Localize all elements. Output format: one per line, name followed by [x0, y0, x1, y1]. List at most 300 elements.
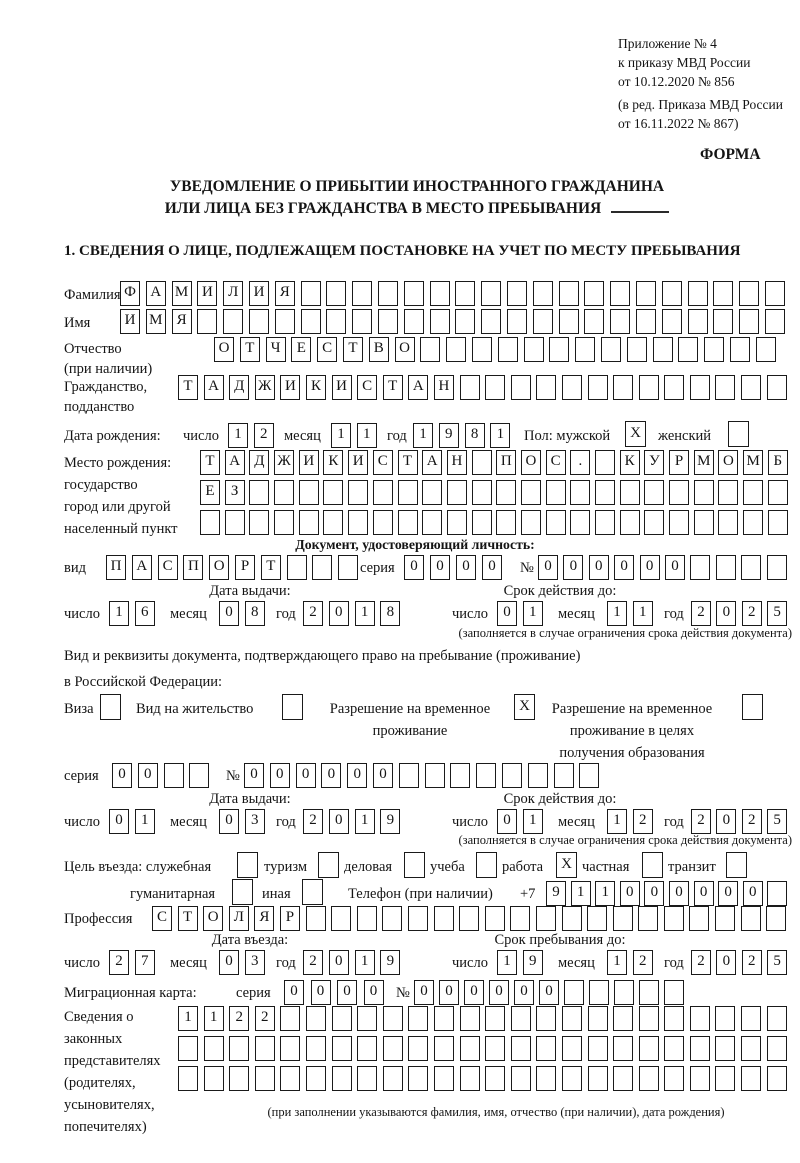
- doc-type-cells-cell-7[interactable]: [287, 555, 307, 580]
- permit-expiry-day-cells-cell-1[interactable]: 1: [523, 809, 543, 834]
- profession-cells-cell-9[interactable]: [382, 906, 402, 931]
- permit-number-cells-cell-2[interactable]: 0: [296, 763, 316, 788]
- birthplace-cells-row2[interactable]: [200, 480, 793, 506]
- migcard-number-cells-cell-3[interactable]: 0: [489, 980, 509, 1005]
- surname-cells-cell-0[interactable]: Ф: [120, 281, 140, 306]
- profession-cells-cell-10[interactable]: [408, 906, 428, 931]
- birthplace-cells-row2-cell-8[interactable]: [398, 480, 418, 505]
- birthplace-cells-row1-cell-20[interactable]: М: [694, 450, 714, 475]
- permit-issue-day-cells-cell-1[interactable]: 1: [135, 809, 155, 834]
- legal-reps-cells-row3-cell-2[interactable]: [229, 1066, 249, 1091]
- birthplace-cells-row3-cell-5[interactable]: [323, 510, 343, 535]
- legal-reps-cells-row2-cell-21[interactable]: [715, 1036, 735, 1061]
- doc-issue-day-cells-cell-1[interactable]: 6: [135, 601, 155, 626]
- legal-reps-cells-row1-cell-9[interactable]: [408, 1006, 428, 1031]
- birthplace-cells-row1-cell-8[interactable]: Т: [398, 450, 418, 475]
- migcard-series-cells-cell-0[interactable]: 0: [284, 980, 304, 1005]
- doc-issue-day-cells-cell-0[interactable]: 1: [109, 601, 129, 626]
- doc-expiry-year-cells-cell-2[interactable]: 2: [742, 601, 762, 626]
- legal-reps-cells-row3-cell-17[interactable]: [613, 1066, 633, 1091]
- profession-cells[interactable]: [152, 906, 792, 932]
- citizenship-cells-cell-1[interactable]: А: [204, 375, 224, 400]
- doc-number-cells-cell-8[interactable]: [741, 555, 761, 580]
- legal-reps-cells-row3-cell-13[interactable]: [511, 1066, 531, 1091]
- permit-issue-year-cells-cell-0[interactable]: 2: [303, 809, 323, 834]
- legal-reps-cells-row3-cell-5[interactable]: [306, 1066, 326, 1091]
- doc-expiry-year-cells-cell-0[interactable]: 2: [691, 601, 711, 626]
- firstname-cells-cell-23[interactable]: [713, 309, 733, 334]
- firstname-cells-cell-6[interactable]: [275, 309, 295, 334]
- surname-cells-cell-11[interactable]: [404, 281, 424, 306]
- phone-cells[interactable]: [546, 881, 792, 907]
- purpose-business-checkbox[interactable]: [404, 852, 425, 878]
- doc-type-cells-cell-3[interactable]: П: [183, 555, 203, 580]
- doc-type-cells-cell-9[interactable]: [338, 555, 358, 580]
- permit-issue-year-cells-cell-1[interactable]: 0: [329, 809, 349, 834]
- permit-expiry-day-cells-cell-0[interactable]: 0: [497, 809, 517, 834]
- permit-number-cells-cell-9[interactable]: [476, 763, 496, 788]
- birthplace-cells-row3-cell-13[interactable]: [521, 510, 541, 535]
- birthdate-year-cells-cell-3[interactable]: 1: [490, 423, 510, 448]
- purpose-private-checkbox[interactable]: [642, 852, 663, 878]
- firstname-cells-cell-18[interactable]: [584, 309, 604, 334]
- firstname-cells-cell-20[interactable]: [636, 309, 656, 334]
- birthdate-year-cells[interactable]: [413, 423, 516, 449]
- legal-reps-cells-row3-cell-6[interactable]: [332, 1066, 352, 1091]
- birthplace-cells-row3-cell-9[interactable]: [422, 510, 442, 535]
- doc-expiry-day-cells-cell-0[interactable]: 0: [497, 601, 517, 626]
- firstname-cells-cell-19[interactable]: [610, 309, 630, 334]
- birthplace-cells-row2-cell-3[interactable]: [274, 480, 294, 505]
- legal-reps-cells-row2-cell-0[interactable]: [178, 1036, 198, 1061]
- firstname-cells-cell-1[interactable]: М: [146, 309, 166, 334]
- permit-number-cells-cell-4[interactable]: 0: [347, 763, 367, 788]
- legal-reps-cells-row1-cell-14[interactable]: [536, 1006, 556, 1031]
- firstname-cells-cell-17[interactable]: [559, 309, 579, 334]
- sex-female-checkbox[interactable]: [728, 421, 749, 447]
- legal-reps-cells-row3-cell-14[interactable]: [536, 1066, 556, 1091]
- legal-reps-cells-row2-cell-14[interactable]: [536, 1036, 556, 1061]
- citizenship-cells-cell-17[interactable]: [613, 375, 633, 400]
- doc-expiry-day-cells[interactable]: [497, 601, 549, 627]
- citizenship-cells-cell-11[interactable]: [460, 375, 480, 400]
- birthdate-month-cells[interactable]: [331, 423, 383, 449]
- surname-cells-cell-1[interactable]: А: [146, 281, 166, 306]
- birthplace-cells-row3-cell-6[interactable]: [348, 510, 368, 535]
- entry-month-cells-cell-1[interactable]: 3: [245, 950, 265, 975]
- patronymic-cells-cell-12[interactable]: [524, 337, 544, 362]
- citizenship-cells-cell-7[interactable]: С: [357, 375, 377, 400]
- permit-number-cells-cell-10[interactable]: [502, 763, 522, 788]
- permit-series-cells[interactable]: [112, 763, 215, 789]
- permit-issue-month-cells-cell-0[interactable]: 0: [219, 809, 239, 834]
- legal-reps-cells-row1-cell-18[interactable]: [639, 1006, 659, 1031]
- citizenship-cells[interactable]: [178, 375, 792, 401]
- birthplace-cells-row2-cell-0[interactable]: Е: [200, 480, 220, 505]
- purpose-study-checkbox[interactable]: [476, 852, 497, 878]
- doc-issue-month-cells[interactable]: [219, 601, 271, 627]
- birthplace-cells-row3-cell-7[interactable]: [373, 510, 393, 535]
- permit-number-cells-cell-1[interactable]: 0: [270, 763, 290, 788]
- doc-series-cells-cell-0[interactable]: 0: [404, 555, 424, 580]
- legal-reps-cells-row1-cell-6[interactable]: [332, 1006, 352, 1031]
- legal-reps-cells-row2-cell-5[interactable]: [306, 1036, 326, 1061]
- citizenship-cells-cell-15[interactable]: [562, 375, 582, 400]
- permit-issue-year-cells-cell-2[interactable]: 1: [355, 809, 375, 834]
- profession-cells-cell-24[interactable]: [766, 906, 786, 931]
- permit-expiry-year-cells-cell-2[interactable]: 2: [742, 809, 762, 834]
- profession-cells-cell-19[interactable]: [638, 906, 658, 931]
- profession-cells-cell-13[interactable]: [485, 906, 505, 931]
- patronymic-cells-cell-3[interactable]: Е: [291, 337, 311, 362]
- patronymic-cells-cell-17[interactable]: [653, 337, 673, 362]
- permit-number-cells-cell-5[interactable]: 0: [373, 763, 393, 788]
- surname-cells-cell-10[interactable]: [378, 281, 398, 306]
- surname-cells-cell-20[interactable]: [636, 281, 656, 306]
- birthplace-cells-row1-cell-6[interactable]: И: [348, 450, 368, 475]
- patronymic-cells-cell-7[interactable]: О: [395, 337, 415, 362]
- doc-type-cells-cell-4[interactable]: О: [209, 555, 229, 580]
- legal-reps-cells-row2-cell-8[interactable]: [383, 1036, 403, 1061]
- birthplace-cells-row3-cell-23[interactable]: [768, 510, 788, 535]
- legal-reps-cells-row1-cell-2[interactable]: 2: [229, 1006, 249, 1031]
- firstname-cells-cell-9[interactable]: [352, 309, 372, 334]
- profession-cells-cell-1[interactable]: Т: [178, 906, 198, 931]
- birthplace-cells-row2-cell-4[interactable]: [299, 480, 319, 505]
- birthplace-cells-row1-cell-4[interactable]: И: [299, 450, 319, 475]
- legal-reps-cells-row2-cell-6[interactable]: [332, 1036, 352, 1061]
- citizenship-cells-cell-2[interactable]: Д: [229, 375, 249, 400]
- entry-year-cells[interactable]: [303, 950, 406, 976]
- legal-reps-cells-row2-cell-13[interactable]: [511, 1036, 531, 1061]
- patronymic-cells-cell-21[interactable]: [756, 337, 776, 362]
- legal-reps-cells-row2-cell-1[interactable]: [204, 1036, 224, 1061]
- legal-reps-cells-row1-cell-5[interactable]: [306, 1006, 326, 1031]
- doc-expiry-year-cells-cell-3[interactable]: 5: [767, 601, 787, 626]
- legal-reps-cells-row1-cell-4[interactable]: [280, 1006, 300, 1031]
- migcard-number-cells-cell-1[interactable]: 0: [439, 980, 459, 1005]
- migcard-number-cells-cell-6[interactable]: [564, 980, 584, 1005]
- legal-reps-cells-row1-cell-10[interactable]: [434, 1006, 454, 1031]
- doc-series-cells[interactable]: [404, 555, 508, 581]
- birthplace-cells-row1-cell-23[interactable]: Б: [768, 450, 788, 475]
- surname-cells-cell-3[interactable]: И: [197, 281, 217, 306]
- legal-reps-cells-row1-cell-23[interactable]: [767, 1006, 787, 1031]
- birthplace-cells-row3-cell-1[interactable]: [225, 510, 245, 535]
- birthdate-year-cells-cell-0[interactable]: 1: [413, 423, 433, 448]
- patronymic-cells-cell-2[interactable]: Ч: [266, 337, 286, 362]
- legal-reps-cells-row3-cell-4[interactable]: [280, 1066, 300, 1091]
- entry-month-cells[interactable]: [219, 950, 271, 976]
- surname-cells-cell-13[interactable]: [455, 281, 475, 306]
- permit-expiry-month-cells-cell-0[interactable]: 1: [607, 809, 627, 834]
- citizenship-cells-cell-9[interactable]: А: [408, 375, 428, 400]
- stay-day-cells-cell-0[interactable]: 1: [497, 950, 517, 975]
- birthplace-cells-row1-cell-9[interactable]: А: [422, 450, 442, 475]
- citizenship-cells-cell-21[interactable]: [715, 375, 735, 400]
- profession-cells-cell-12[interactable]: [459, 906, 479, 931]
- citizenship-cells-cell-23[interactable]: [767, 375, 787, 400]
- birthdate-month-cells-cell-0[interactable]: 1: [331, 423, 351, 448]
- firstname-cells[interactable]: [120, 309, 791, 335]
- profession-cells-cell-17[interactable]: [587, 906, 607, 931]
- patronymic-cells-cell-19[interactable]: [704, 337, 724, 362]
- citizenship-cells-cell-5[interactable]: К: [306, 375, 326, 400]
- phone-cells-cell-5[interactable]: 0: [669, 881, 689, 906]
- legal-reps-cells-row3-cell-16[interactable]: [588, 1066, 608, 1091]
- patronymic-cells-cell-1[interactable]: Т: [240, 337, 260, 362]
- temp-residence-checkbox[interactable]: X: [514, 694, 535, 720]
- legal-reps-cells-row2-cell-19[interactable]: [664, 1036, 684, 1061]
- legal-reps-cells-row1-cell-20[interactable]: [690, 1006, 710, 1031]
- migcard-series-cells-cell-1[interactable]: 0: [311, 980, 331, 1005]
- surname-cells-cell-4[interactable]: Л: [223, 281, 243, 306]
- legal-reps-cells-row1[interactable]: [178, 1006, 792, 1032]
- doc-type-cells-cell-6[interactable]: Т: [261, 555, 281, 580]
- legal-reps-cells-row2-cell-3[interactable]: [255, 1036, 275, 1061]
- surname-cells-cell-22[interactable]: [688, 281, 708, 306]
- citizenship-cells-cell-4[interactable]: И: [280, 375, 300, 400]
- phone-cells-cell-8[interactable]: 0: [743, 881, 763, 906]
- legal-reps-cells-row3-cell-10[interactable]: [434, 1066, 454, 1091]
- firstname-cells-cell-15[interactable]: [507, 309, 527, 334]
- birthplace-cells-row1-cell-21[interactable]: О: [718, 450, 738, 475]
- doc-number-cells[interactable]: [538, 555, 792, 581]
- profession-cells-cell-5[interactable]: Р: [280, 906, 300, 931]
- profession-cells-cell-21[interactable]: [689, 906, 709, 931]
- birthplace-cells-row3-cell-3[interactable]: [274, 510, 294, 535]
- legal-reps-cells-row3-cell-22[interactable]: [741, 1066, 761, 1091]
- permit-issue-year-cells-cell-3[interactable]: 9: [380, 809, 400, 834]
- legal-reps-cells-row3-cell-12[interactable]: [485, 1066, 505, 1091]
- patronymic-cells-cell-20[interactable]: [730, 337, 750, 362]
- birthplace-cells-row2-cell-6[interactable]: [348, 480, 368, 505]
- doc-number-cells-cell-4[interactable]: 0: [640, 555, 660, 580]
- birthplace-cells-row3-cell-21[interactable]: [718, 510, 738, 535]
- profession-cells-cell-7[interactable]: [331, 906, 351, 931]
- firstname-cells-cell-8[interactable]: [326, 309, 346, 334]
- birthplace-cells-row3-cell-10[interactable]: [447, 510, 467, 535]
- permit-number-cells-cell-3[interactable]: 0: [321, 763, 341, 788]
- legal-reps-cells-row1-cell-11[interactable]: [460, 1006, 480, 1031]
- legal-reps-cells-row3-cell-3[interactable]: [255, 1066, 275, 1091]
- patronymic-cells-cell-14[interactable]: [575, 337, 595, 362]
- stay-month-cells[interactable]: [607, 950, 659, 976]
- patronymic-cells-cell-16[interactable]: [627, 337, 647, 362]
- doc-type-cells-cell-8[interactable]: [312, 555, 332, 580]
- birthplace-cells-row2-cell-21[interactable]: [718, 480, 738, 505]
- visa-checkbox[interactable]: [100, 694, 121, 720]
- birthplace-cells-row1-cell-11[interactable]: [472, 450, 492, 475]
- legal-reps-cells-row1-cell-17[interactable]: [613, 1006, 633, 1031]
- citizenship-cells-cell-18[interactable]: [639, 375, 659, 400]
- surname-cells-cell-2[interactable]: М: [172, 281, 192, 306]
- legal-reps-cells-row3-cell-20[interactable]: [690, 1066, 710, 1091]
- permit-series-cells-cell-2[interactable]: [164, 763, 184, 788]
- surname-cells[interactable]: [120, 281, 791, 307]
- legal-reps-cells-row1-cell-3[interactable]: 2: [255, 1006, 275, 1031]
- doc-series-cells-cell-1[interactable]: 0: [430, 555, 450, 580]
- doc-expiry-month-cells-cell-1[interactable]: 1: [633, 601, 653, 626]
- birthplace-cells-row3-cell-4[interactable]: [299, 510, 319, 535]
- citizenship-cells-cell-14[interactable]: [536, 375, 556, 400]
- birthplace-cells-row1-cell-18[interactable]: У: [644, 450, 664, 475]
- permit-issue-month-cells[interactable]: [219, 809, 271, 835]
- legal-reps-cells-row3-cell-19[interactable]: [664, 1066, 684, 1091]
- phone-cells-cell-0[interactable]: 9: [546, 881, 566, 906]
- permit-number-cells-cell-6[interactable]: [399, 763, 419, 788]
- residence-permit-checkbox[interactable]: [282, 694, 303, 720]
- doc-type-cells-cell-0[interactable]: П: [106, 555, 126, 580]
- firstname-cells-cell-10[interactable]: [378, 309, 398, 334]
- birthplace-cells-row3-cell-15[interactable]: [570, 510, 590, 535]
- legal-reps-cells-row1-cell-21[interactable]: [715, 1006, 735, 1031]
- doc-type-cells-cell-5[interactable]: Р: [235, 555, 255, 580]
- citizenship-cells-cell-10[interactable]: Н: [434, 375, 454, 400]
- birthplace-cells-row3-cell-12[interactable]: [496, 510, 516, 535]
- permit-expiry-year-cells-cell-1[interactable]: 0: [716, 809, 736, 834]
- profession-cells-cell-20[interactable]: [664, 906, 684, 931]
- entry-year-cells-cell-0[interactable]: 2: [303, 950, 323, 975]
- patronymic-cells-cell-0[interactable]: О: [214, 337, 234, 362]
- surname-cells-cell-9[interactable]: [352, 281, 372, 306]
- doc-expiry-year-cells[interactable]: [691, 601, 793, 627]
- entry-year-cells-cell-1[interactable]: 0: [329, 950, 349, 975]
- birthplace-cells-row2-cell-17[interactable]: [620, 480, 640, 505]
- migcard-series-cells[interactable]: [284, 980, 390, 1006]
- birthplace-cells-row3-cell-11[interactable]: [472, 510, 492, 535]
- permit-number-cells[interactable]: [244, 763, 605, 789]
- profession-cells-cell-23[interactable]: [741, 906, 761, 931]
- firstname-cells-cell-14[interactable]: [481, 309, 501, 334]
- legal-reps-cells-row2-cell-22[interactable]: [741, 1036, 761, 1061]
- citizenship-cells-cell-0[interactable]: Т: [178, 375, 198, 400]
- legal-reps-cells-row3-cell-0[interactable]: [178, 1066, 198, 1091]
- birthdate-day-cells-cell-0[interactable]: 1: [228, 423, 248, 448]
- birthplace-cells-row2-cell-14[interactable]: [546, 480, 566, 505]
- stay-year-cells-cell-3[interactable]: 5: [767, 950, 787, 975]
- permit-issue-month-cells-cell-1[interactable]: 3: [245, 809, 265, 834]
- doc-issue-month-cells-cell-0[interactable]: 0: [219, 601, 239, 626]
- firstname-cells-cell-7[interactable]: [301, 309, 321, 334]
- permit-number-cells-cell-12[interactable]: [554, 763, 574, 788]
- firstname-cells-cell-5[interactable]: [249, 309, 269, 334]
- birthplace-cells-row3[interactable]: [200, 510, 793, 536]
- firstname-cells-cell-3[interactable]: [197, 309, 217, 334]
- birthplace-cells-row3-cell-0[interactable]: [200, 510, 220, 535]
- surname-cells-cell-8[interactable]: [326, 281, 346, 306]
- migcard-number-cells-cell-10[interactable]: [664, 980, 684, 1005]
- legal-reps-cells-row2-cell-16[interactable]: [588, 1036, 608, 1061]
- purpose-official-checkbox[interactable]: [237, 852, 258, 878]
- doc-issue-month-cells-cell-1[interactable]: 8: [245, 601, 265, 626]
- stay-year-cells-cell-1[interactable]: 0: [716, 950, 736, 975]
- surname-cells-cell-14[interactable]: [481, 281, 501, 306]
- birthplace-cells-row2-cell-2[interactable]: [249, 480, 269, 505]
- legal-reps-cells-row1-cell-7[interactable]: [357, 1006, 377, 1031]
- firstname-cells-cell-2[interactable]: Я: [172, 309, 192, 334]
- citizenship-cells-cell-12[interactable]: [485, 375, 505, 400]
- patronymic-cells-cell-8[interactable]: [420, 337, 440, 362]
- birthdate-day-cells[interactable]: [228, 423, 280, 449]
- profession-cells-cell-18[interactable]: [613, 906, 633, 931]
- birthplace-cells-row1-cell-2[interactable]: Д: [249, 450, 269, 475]
- legal-reps-cells-row2-cell-12[interactable]: [485, 1036, 505, 1061]
- firstname-cells-cell-13[interactable]: [455, 309, 475, 334]
- permit-number-cells-cell-7[interactable]: [425, 763, 445, 788]
- birthplace-cells-row2-cell-15[interactable]: [570, 480, 590, 505]
- firstname-cells-cell-24[interactable]: [739, 309, 759, 334]
- doc-issue-year-cells[interactable]: [303, 601, 406, 627]
- profession-cells-cell-11[interactable]: [434, 906, 454, 931]
- legal-reps-cells-row3-cell-11[interactable]: [460, 1066, 480, 1091]
- birthplace-cells-row3-cell-14[interactable]: [546, 510, 566, 535]
- legal-reps-cells-row1-cell-0[interactable]: 1: [178, 1006, 198, 1031]
- patronymic-cells-cell-11[interactable]: [498, 337, 518, 362]
- stay-month-cells-cell-1[interactable]: 2: [633, 950, 653, 975]
- birthplace-cells-row2-cell-20[interactable]: [694, 480, 714, 505]
- legal-reps-cells-row2-cell-11[interactable]: [460, 1036, 480, 1061]
- birthplace-cells-row1-cell-17[interactable]: К: [620, 450, 640, 475]
- birthplace-cells-row2-cell-11[interactable]: [472, 480, 492, 505]
- phone-cells-cell-6[interactable]: 0: [694, 881, 714, 906]
- doc-number-cells-cell-2[interactable]: 0: [589, 555, 609, 580]
- birthplace-cells-row2-cell-18[interactable]: [644, 480, 664, 505]
- profession-cells-cell-2[interactable]: О: [203, 906, 223, 931]
- birthplace-cells-row2-cell-9[interactable]: [422, 480, 442, 505]
- profession-cells-cell-15[interactable]: [536, 906, 556, 931]
- legal-reps-cells-row3-cell-9[interactable]: [408, 1066, 428, 1091]
- legal-reps-cells-row3-cell-8[interactable]: [383, 1066, 403, 1091]
- doc-type-cells-cell-1[interactable]: А: [132, 555, 152, 580]
- legal-reps-cells-row2-cell-15[interactable]: [562, 1036, 582, 1061]
- migcard-number-cells[interactable]: [414, 980, 689, 1006]
- doc-expiry-month-cells[interactable]: [607, 601, 659, 627]
- surname-cells-cell-19[interactable]: [610, 281, 630, 306]
- birthdate-month-cells-cell-1[interactable]: 1: [357, 423, 377, 448]
- stay-day-cells[interactable]: [497, 950, 549, 976]
- firstname-cells-cell-4[interactable]: [223, 309, 243, 334]
- purpose-other-checkbox[interactable]: [302, 879, 323, 905]
- birthplace-cells-row1-cell-5[interactable]: К: [323, 450, 343, 475]
- surname-cells-cell-25[interactable]: [765, 281, 785, 306]
- birthplace-cells-row3-cell-8[interactable]: [398, 510, 418, 535]
- doc-number-cells-cell-0[interactable]: 0: [538, 555, 558, 580]
- purpose-humanitarian-checkbox[interactable]: [232, 879, 253, 905]
- legal-reps-cells-row2-cell-7[interactable]: [357, 1036, 377, 1061]
- doc-number-cells-cell-5[interactable]: 0: [665, 555, 685, 580]
- patronymic-cells[interactable]: [214, 337, 782, 363]
- legal-reps-cells-row3-cell-21[interactable]: [715, 1066, 735, 1091]
- doc-number-cells-cell-3[interactable]: 0: [614, 555, 634, 580]
- migcard-number-cells-cell-0[interactable]: 0: [414, 980, 434, 1005]
- citizenship-cells-cell-20[interactable]: [690, 375, 710, 400]
- legal-reps-cells-row2-cell-9[interactable]: [408, 1036, 428, 1061]
- birthplace-cells-row2-cell-19[interactable]: [669, 480, 689, 505]
- birthplace-cells-row1-cell-0[interactable]: Т: [200, 450, 220, 475]
- migcard-number-cells-cell-7[interactable]: [589, 980, 609, 1005]
- permit-number-cells-cell-11[interactable]: [528, 763, 548, 788]
- birthplace-cells-row1-cell-10[interactable]: Н: [447, 450, 467, 475]
- birthplace-cells-row3-cell-19[interactable]: [669, 510, 689, 535]
- birthplace-cells-row1-cell-7[interactable]: С: [373, 450, 393, 475]
- birthplace-cells-row2-cell-12[interactable]: [496, 480, 516, 505]
- citizenship-cells-cell-16[interactable]: [588, 375, 608, 400]
- birthplace-cells-row1-cell-15[interactable]: .: [570, 450, 590, 475]
- legal-reps-cells-row2-cell-20[interactable]: [690, 1036, 710, 1061]
- legal-reps-cells-row2[interactable]: [178, 1036, 792, 1062]
- legal-reps-cells-row1-cell-16[interactable]: [588, 1006, 608, 1031]
